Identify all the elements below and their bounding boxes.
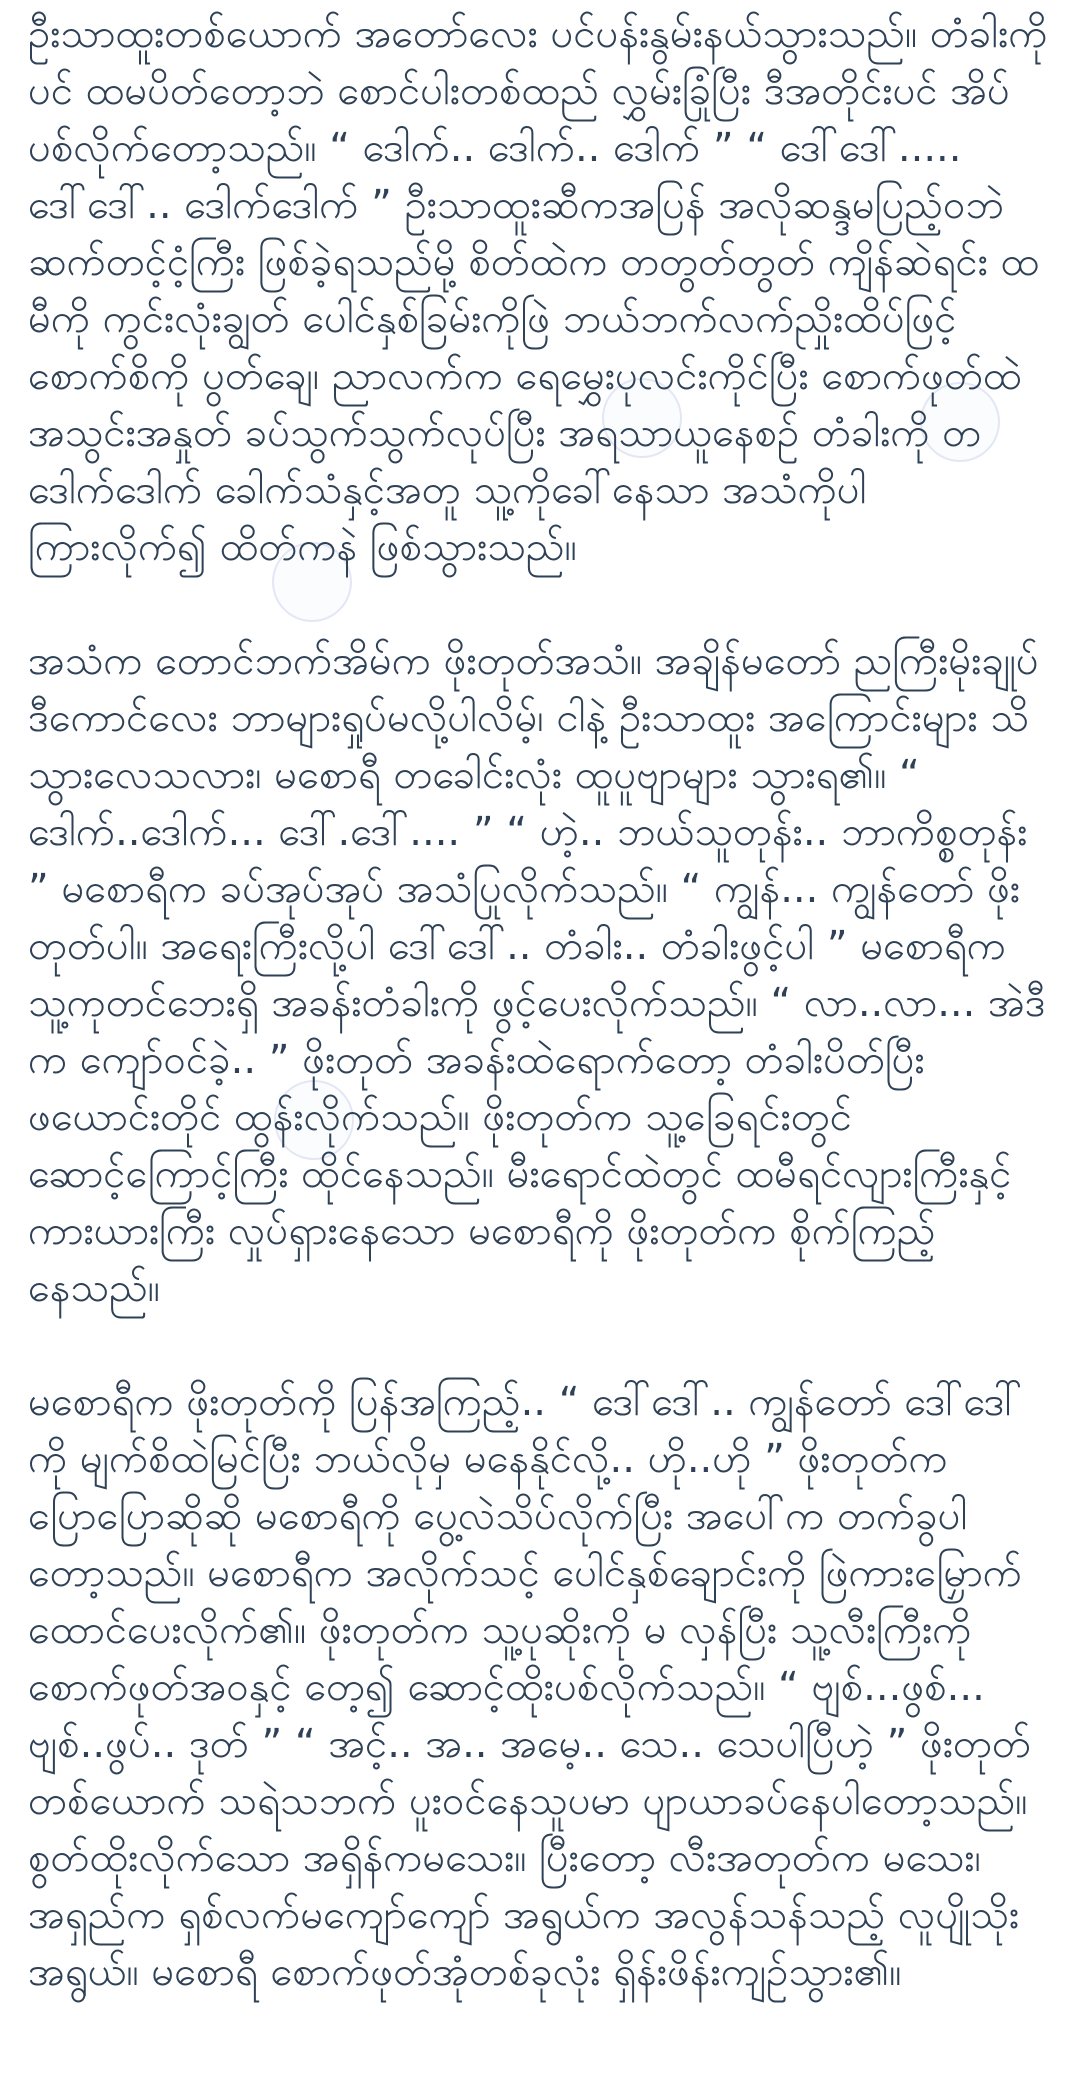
story-paragraph-1: ဦးသာထူးတစ်ယောက် အတော်လေး ပင်ပန်းနွမ်းနယ်သွားသည်။ တံခါးကိုပင် ထမပိတ်တော့ဘဲ စောင်ပါးတစ်ထည် လွှမ်းခြုံပြီး ဒီအတိုင်းပင် အိပ်ပစ်လိုက်တော့သည်။ “ ဒေါက်.. ဒေါက်.. ဒေါက် ” “ ဒေါ်ဒေါ်..... ဒေါ်ဒေါ်.. ဒေါက်ဒေါက် ” ဦးသာထူးဆီကအပြန် အလိုဆန္ဒမပြည့်ဝဘဲ ဆက်တင့်ငံ့ကြီး ဖြစ်ခဲ့ရသည်မို့ စိတ်ထဲက တတွတ်တွတ် ကျိန်ဆဲရင်း ထမီကို ကွင်းလုံးချွတ် ပေါင်နှစ်ခြမ်းကိုဖြဲ ဘယ်ဘက်လက်ညှိုးထိပ်ဖြင့် စောက်စိကို ပွတ်ချေ၊ ညာလက်က ရေမွှေးပုလင်းကိုင်ပြီး စောက်ဖုတ်ထဲ အသွင်းအနှုတ် ခပ်သွက်သွက်လုပ်ပြီး အရသာယူနေစဉ် တံခါးကို တ ဒေါက်ဒေါက် ခေါက်သံနှင့်အတူ သူ့ကိုခေါ်နေသာ အသံကိုပါ ကြားလိုက်၍ ထိတ်ကနဲ ဖြစ်သွားသည်။ — [28, 11, 1048, 570]
story-paragraph-2: အသံက တောင်ဘက်အိမ်က ဖိုးတုတ်အသံ။ အချိန်မတော် ညကြီးမိုးချုပ် ဒီကောင်လေး ဘာများရှုပ်မလို့ပါလိမ့်၊ ငါနဲ့ ဦးသာထူး အကြောင်းများ သိသွားလေသလား၊ မစောရီ တခေါင်းလုံး ထူပူဗျာများ သွားရ၏။ “ ဒေါက်..ဒေါက်... ဒေါ်.ဒေါ်.... ” “ ဟဲ့.. ဘယ်သူတုန်း.. ဘာကိစ္စတုန်း ” မစောရီက ခပ်အုပ်အုပ် အသံပြုလိုက်သည်။ “ ကျွန်... ကျွန်တော် ဖိုးတုတ်ပါ။ အရေးကြီးလို့ပါ ဒေါ်ဒေါ်.. တံခါး.. တံခါးဖွင့်ပါ ” မစောရီက သူ့ကုတင်ဘေးရှိ အခန်းတံခါးကို ဖွင့်ပေးလိုက်သည်။ “ လာ..လာ... အဲဒီက ကျော်ဝင်ခဲ့.. ” ဖိုးတုတ် အခန်းထဲရောက်တော့ တံခါးပိတ်ပြီး ဖယောင်းတိုင် ထွန်းလိုက်သည်။ ဖိုးတုတ်က သူ့ခြေရင်းတွင် ဆောင့်ကြောင့်ကြီး ထိုင်နေသည်။ မီးရောင်ထဲတွင် ထမီရင်လျားကြီးနှင့် ကားယားကြီး လှုပ်ရှားနေသော မစောရီကို ဖိုးတုတ်က စိုက်ကြည့်နေသည်။ — [28, 638, 1046, 1311]
story-paragraph-3: မစောရီက ဖိုးတုတ်ကို ပြန်အကြည့်.. “ ဒေါ်ဒေါ်.. ကျွန်တော် ဒေါ်ဒေါ်ကို မျက်စိထဲမြင်ပြီး ဘယ်လိုမှ မနေနိုင်လို့.. ဟို..ဟို ” ဖိုးတုတ်က ပြောပြောဆိုဆို မစောရီကို ပွေ့လဲသိပ်လိုက်ပြီး အပေါ်က တက်ခွပါတော့သည်။ မစောရီက အလိုက်သင့် ပေါင်နှစ်ချောင်းကို ဖြဲကားမြှောက်ထောင်ပေးလိုက်၏။ ဖိုးတုတ်က သူ့ပုဆိုးကို မ လှန်ပြီး သူ့လီးကြီးကို စောက်ဖုတ်အဝနှင့် တေ့၍ ဆောင့်ထိုးပစ်လိုက်သည်။ “ ဗျစ်...ဖွစ်... ဗျစ်..ဖွပ်.. ဒုတ် ” “ အင့်.. အ.. အမေ့.. သေ.. သေပါပြီဟဲ့ ” ဖိုးတုတ်တစ်ယောက် သရဲသဘက် ပူးဝင်နေသူပမာ ပျာယာခပ်နေပါတော့သည်။ စွတ်ထိုးလိုက်သော အရှိန်ကမသေး။ ပြီးတော့ လီးအတုတ်က မသေး၊ အရှည်က ရှစ်လက်မကျော်ကျော် အရွယ်က အလွန်သန်သည့် လူပျိုသိုး အရွယ်။ မစောရီ စောက်ဖုတ်အုံတစ်ခုလုံး ရှိန်းဖိန်းကျဉ်သွား၏။ — [28, 1379, 1031, 1995]
